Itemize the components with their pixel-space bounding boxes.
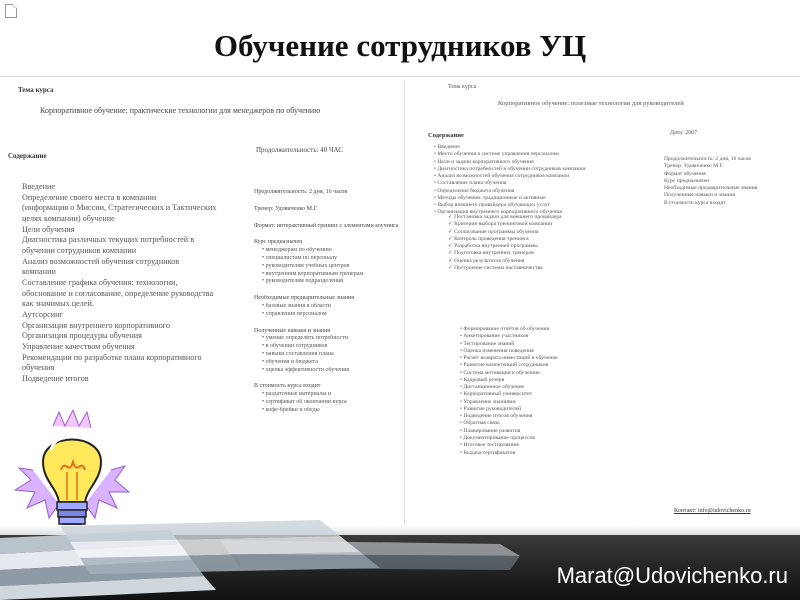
right-column-label: Тренер: Удовиченко М.Г. [254, 205, 318, 212]
check-line: ✓ Построение системы наставничества [448, 265, 654, 272]
page-icon [5, 4, 17, 18]
bullet-line: • Система мотивации к обучению [460, 370, 656, 377]
right-column-bullet: • управления персоналом [262, 310, 327, 317]
right-column-bullet: • руководителям подразделений [262, 278, 344, 285]
right-column-bullet: • навыки составления плана [262, 350, 334, 357]
bullet-line: • Обратная связь [460, 420, 656, 427]
body-line: • Диагностика потребностей в обучении сотрудников компании [434, 166, 654, 173]
check-line: ✓ Оценка результатов обучения [448, 258, 654, 265]
doc1-course-title: Корпоративное обучение: практические технологии для менеджеров по обучению [40, 106, 321, 115]
slide-title: Обучение сотрудников УЦ [213, 28, 587, 63]
right-column-bullet: • внутренним корпоративным тренерам [262, 270, 364, 277]
contents-line: Организация процедуры обучения [22, 331, 142, 341]
body-line: • Составление плана обучения [434, 180, 654, 187]
doc1-header: Тема курса [18, 86, 54, 94]
right-column-bullet: • менеджерам по обучению [262, 247, 332, 254]
body-line: • Выбор внешнего провайдера обучающих услуг [434, 202, 654, 209]
right-column-bullet: • руководителям учебных центров [262, 262, 350, 269]
contents-line: Составление графика обучения: технологии, [22, 277, 178, 287]
right-column-line: Продолжительность: 2 дня, 16 часов [664, 156, 751, 162]
bullet-line: • Формирование отчётов об обучении [460, 326, 656, 333]
doc1-hours: Продолжительность: 40 ЧАС [256, 146, 343, 154]
contents-line: целях компании) обучение [22, 213, 115, 223]
doc1-section-contents: Содержание [8, 152, 47, 160]
contents-line: Диагностика различных текущих потребностей в [22, 235, 195, 245]
right-column-label: В стоимость курса входит [254, 383, 321, 390]
right-column-bullet: • в обучении сотрудников [262, 343, 328, 350]
contents-line: (информация о Миссии, Стратегических и Тактических [22, 203, 217, 213]
right-column-bullet: • кофе-брейки и обеды [262, 406, 320, 413]
contents-line: обучения [22, 363, 55, 373]
right-column-label: Продолжительность: 2 дня, 16 часов [254, 189, 348, 195]
doc1-contents-list [22, 182, 250, 384]
right-column-label: Курс предназначен [254, 239, 303, 246]
right-column-bullet: • сертификат об окончании курса [262, 398, 347, 405]
right-column-line: Необходимые предварительные знания [664, 185, 758, 192]
bullet-line: • Итоговое тестирование [460, 442, 656, 449]
right-column-line: Курс предназначен [664, 177, 710, 184]
contents-line: Введение [22, 182, 56, 191]
contact-email[interactable]: Marat@Udovichenko.ru [556, 563, 788, 588]
doc2-course-title: Корпоративное обучение: полезные технологии для руководителей [498, 100, 684, 107]
contents-line: Анализ возможностей обучения сотрудников [22, 256, 180, 266]
check-line: ✓ Разработка внутренней программы [448, 243, 654, 250]
contents-line: Определение своего места в компании [22, 192, 157, 202]
doc2-body-list [434, 144, 654, 217]
contents-line: Организация внутреннего корпоративного [22, 320, 170, 330]
doc2-right-column [664, 156, 784, 207]
bullet-line: • Планирование развития [460, 428, 656, 435]
contents-line: Аутсорсинг [22, 309, 63, 319]
bullet-line: • Расчёт возврата инвестиций в обучение [460, 355, 656, 362]
course-document-right [420, 80, 790, 528]
check-line: ✓ Согласование программы обучения [448, 229, 654, 236]
books-decoration [0, 520, 520, 600]
body-line: • Определение бюджета обучения [434, 188, 654, 195]
right-column-line: Формат обучения [664, 170, 706, 177]
bullet-line: • Кадровый резерв [460, 377, 656, 384]
right-column-bullet: • оценка эффективности обучения [262, 366, 350, 373]
bullet-line: • Оценка изменения поведения [460, 348, 656, 355]
bullet-line: • Развитие руководителей [460, 406, 656, 413]
lightbulb-icon [13, 410, 131, 528]
doc2-section: Содержание [428, 132, 464, 139]
doc2-check-list [448, 214, 654, 272]
bullet-line: • Развитие компетенций сотрудников [460, 362, 656, 369]
contents-line: обучении сотрудников компании [22, 245, 137, 255]
right-column-line: В стоимость курса входит [664, 199, 726, 206]
right-column-bullet: • раздаточные материалы и [262, 391, 332, 398]
right-column-line: Полученные навыки и знания [664, 192, 735, 199]
doc1-right-column [254, 180, 404, 415]
right-column-bullet: • базовые знания в области [262, 302, 331, 309]
course-document-left [8, 80, 405, 528]
body-line: • Место обучения в системе управления персоналом [434, 151, 654, 158]
bullet-line: • Управление знаниями [460, 399, 656, 406]
right-column-line: Тренер: Удовиченко М.Г. [664, 163, 724, 170]
contents-line: Подведение итогов [22, 373, 89, 383]
body-line: • Введение [434, 144, 654, 151]
right-column-bullet: • умение определять потребности [262, 335, 349, 342]
bullet-line: • Дистанционное обучение [460, 384, 656, 391]
doc2-bullet-list [460, 326, 656, 457]
contents-line: Управление качеством обучения [22, 341, 135, 351]
check-line: ✓ Критерии выбора тренинговой компании [448, 221, 654, 228]
doc2-footer-link[interactable]: Контакт: info@udovichenko.ru [674, 508, 751, 514]
contents-line: Цели обучения [22, 224, 75, 234]
check-line: ✓ Подготовка внутренних тренеров [448, 250, 654, 257]
right-column-label: Необходимые предварительные знания [254, 295, 354, 302]
contents-line: как значимых целей. [22, 299, 94, 309]
body-line: • Организация внутреннего корпоративного обучения [434, 209, 654, 216]
doc2-date: Дата: 2007 [670, 130, 698, 136]
body-line: • Цели и задачи корпоративного обучения [434, 159, 654, 166]
body-line: • Методы обучения: традиционные и активные [434, 195, 654, 202]
check-line: ✓ Контроль проведения тренинга [448, 236, 654, 243]
bullet-line: • Тестирование знаний [460, 341, 656, 348]
doc2-header: Тема курса [448, 84, 477, 90]
bullet-line: • Выдача сертификатов [460, 450, 656, 457]
right-column-label: Полученные навыки и знания [254, 327, 331, 334]
bullet-line: • Документирование процессов [460, 435, 656, 442]
bullet-line: • Анкетирование участников [460, 333, 656, 340]
right-column-bullet: • обучения и бюджета [262, 358, 318, 365]
contents-line: компании [22, 267, 56, 277]
body-line: • Анализ возможностей обучения сотрудников компании [434, 173, 654, 180]
bullet-line: • Корпоративный университет [460, 391, 656, 398]
contents-line: Рекомендации по разработке плана корпоративного [22, 352, 202, 362]
bullet-line: • Подведение итогов обучения [460, 413, 656, 420]
right-column-label: Формат: интерактивный тренинг с элементами коучинга [254, 222, 399, 229]
contents-line: обоснование и согласование, определение руководства [22, 288, 214, 298]
right-column-bullet: • специалистам по персоналу [262, 254, 337, 261]
divider [0, 76, 800, 77]
check-line: ✓ Постановка задачи для внешнего провайдера [448, 214, 654, 221]
